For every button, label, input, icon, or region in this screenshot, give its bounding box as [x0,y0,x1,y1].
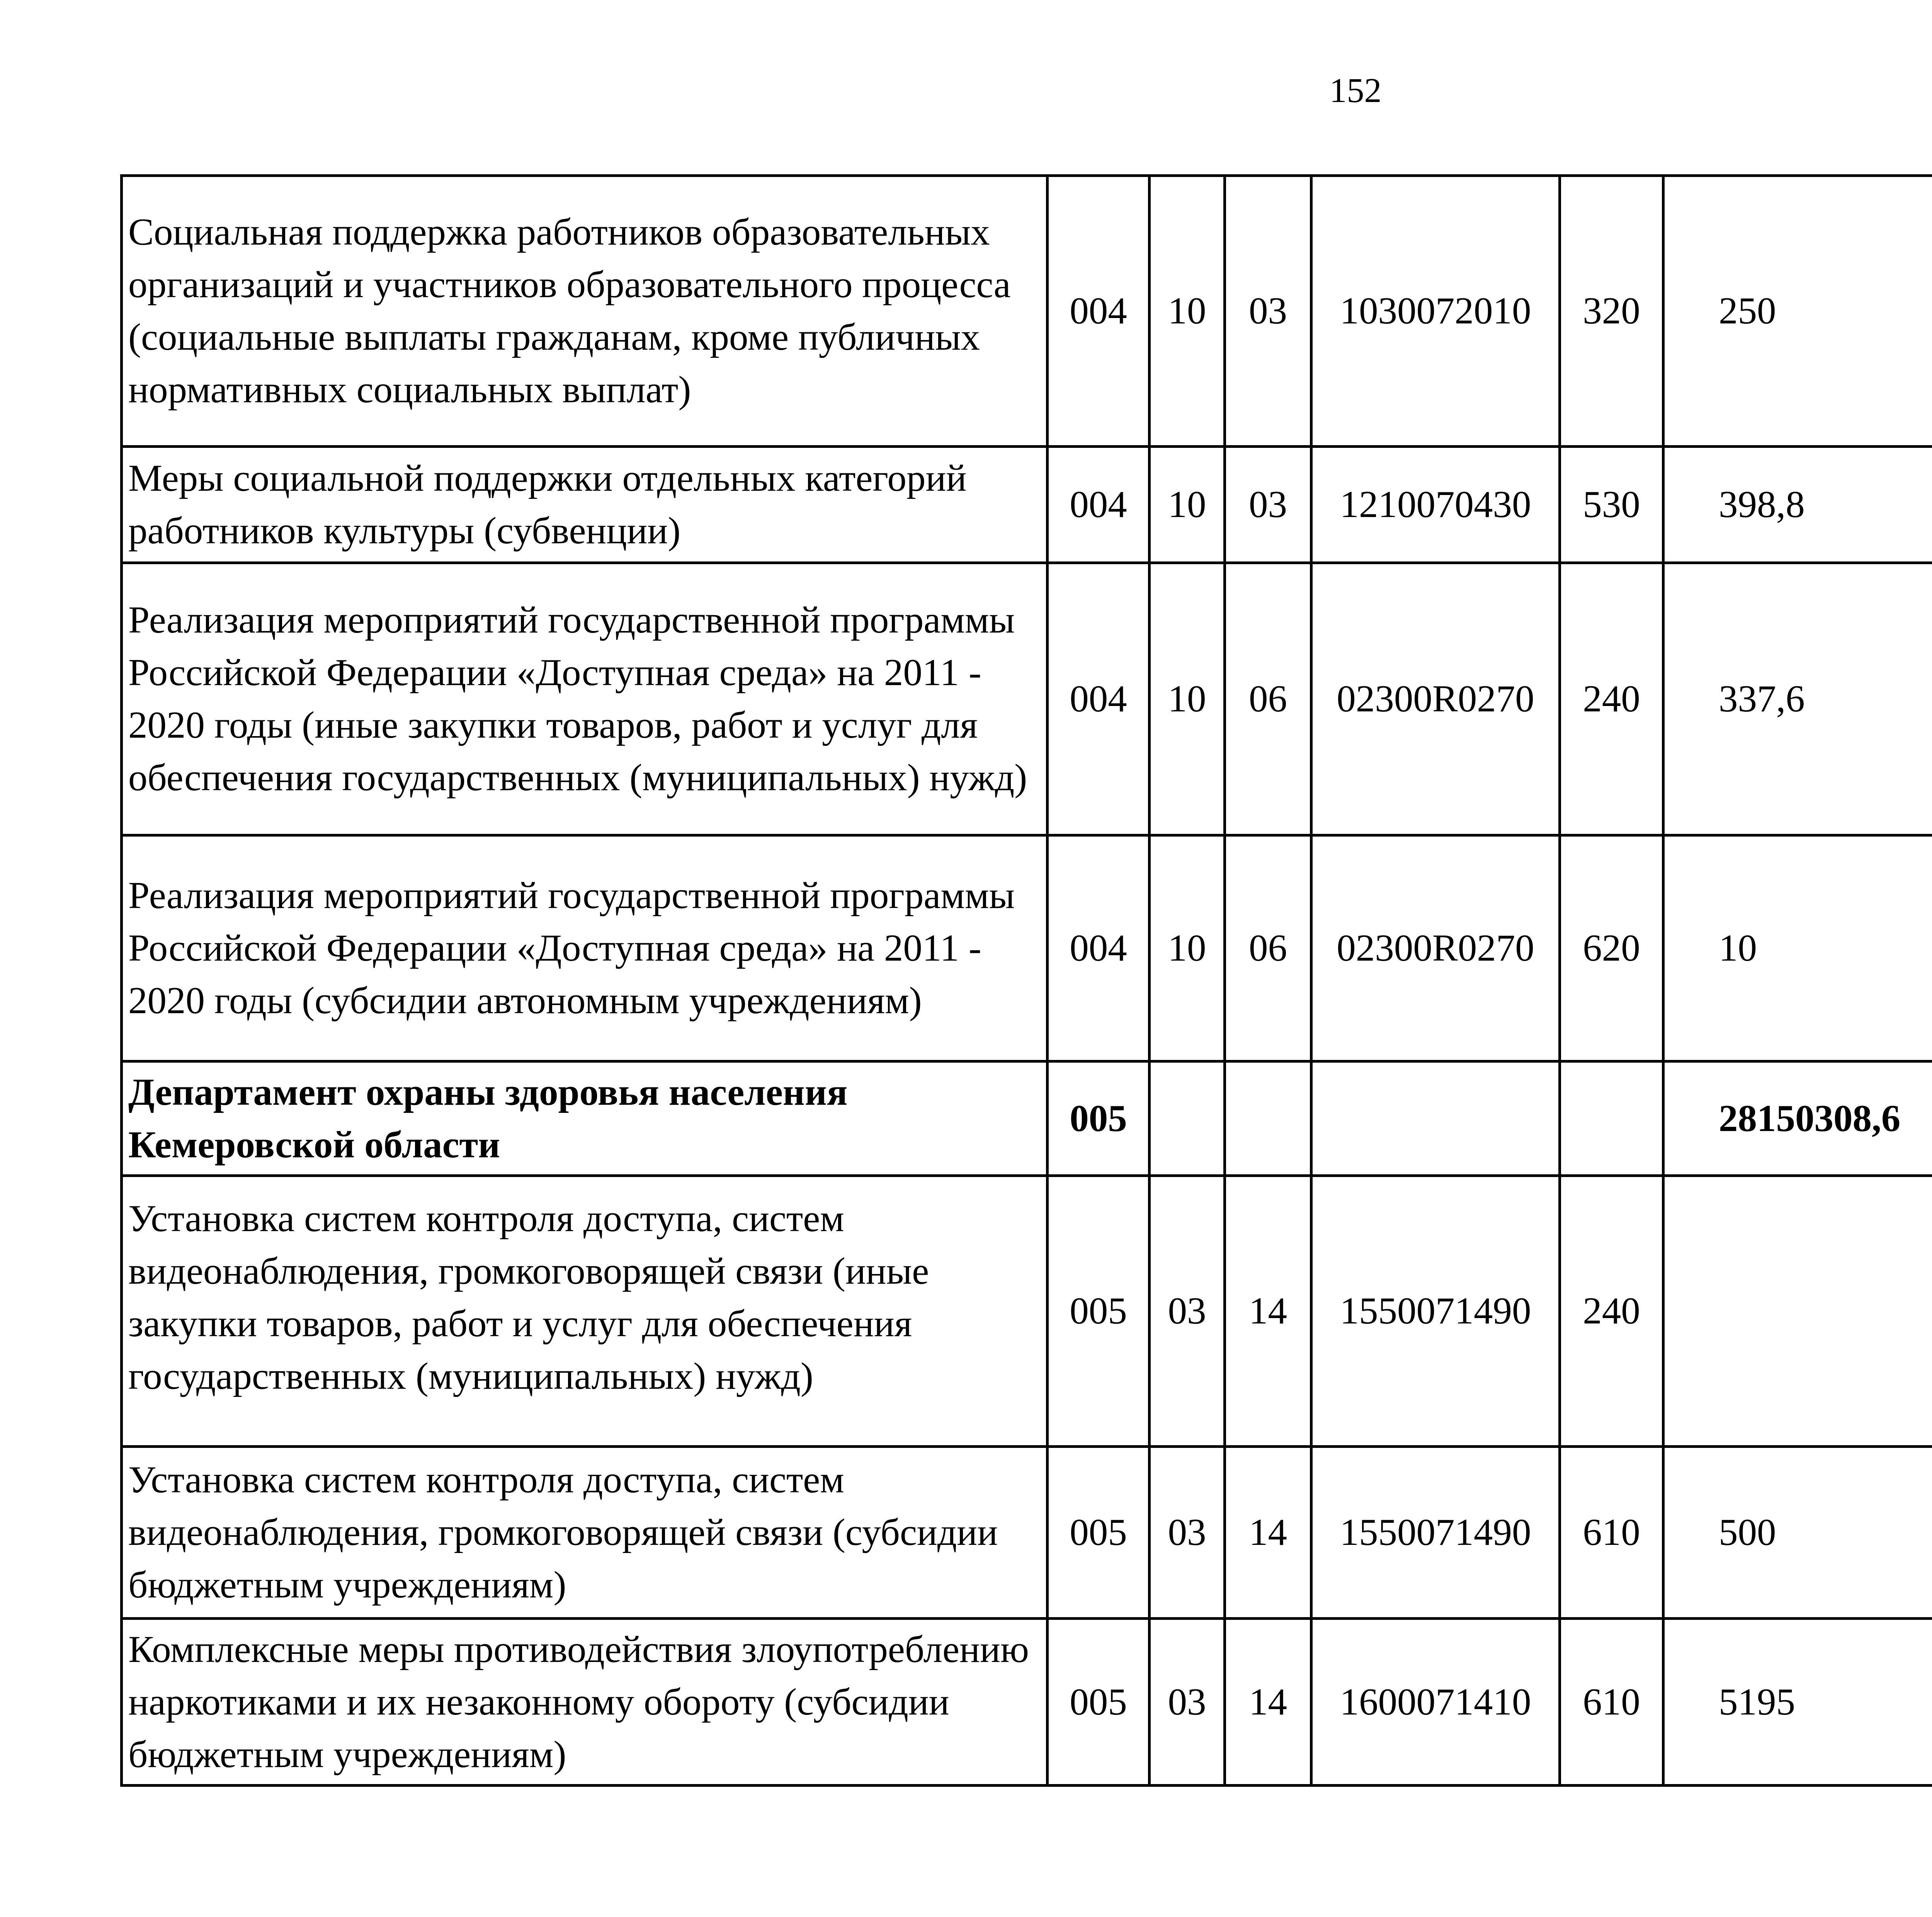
row-name: Департамент охраны здоровья населения Кемеровской области [122,1061,1048,1176]
row-target-code: 1600071410 [1311,1619,1560,1786]
row-expense-type: 320 [1560,176,1663,447]
table-row [122,835,1932,1061]
row-amount-1 [1663,1176,1932,1447]
row-name: Реализация мероприятий государственной программы Российской Федерации «Доступная среда» на 2011 - 2020 годы (иные закупки товаров, работ и услуг для обеспечения государственных (муниципальных) нужд) [122,563,1048,835]
row-subsection-code: 14 [1225,1176,1311,1447]
row-name: Социальная поддержка работников образовательных организаций и участников образовательного процесса (социальные выплаты гражданам, кроме публичных нормативных социальных выплат) [122,176,1048,447]
row-ministry-code: 004 [1048,563,1150,835]
row-ministry-code: 004 [1048,835,1150,1061]
row-amount-1: 10 [1663,835,1932,1061]
row-section-code: 03 [1150,1176,1225,1447]
row-section-code: 03 [1150,1447,1225,1619]
row-amount-1: 5195 [1663,1619,1932,1786]
row-expense-type: 610 [1560,1619,1663,1786]
row-target-code: 1210070430 [1311,447,1560,563]
row-ministry-code: 005 [1048,1619,1150,1786]
row-amount-1: 250 [1663,176,1932,447]
row-subsection-code: 14 [1225,1447,1311,1619]
row-name: Реализация мероприятий государственной программы Российской Федерации «Доступная среда» на 2011 - 2020 годы (субсидии автономным учреждениям) [122,835,1048,1061]
row-section-code: 10 [1150,447,1225,563]
table-row [122,1061,1932,1176]
table-row [122,563,1932,835]
row-section-code: 03 [1150,1619,1225,1786]
row-ministry-code: 005 [1048,1447,1150,1619]
row-ministry-code: 004 [1048,447,1150,563]
budget-table [120,174,1932,1787]
row-expense-type [1560,1061,1663,1176]
row-expense-type: 620 [1560,835,1663,1061]
row-target-code: 1550071490 [1311,1447,1560,1619]
row-ministry-code: 004 [1048,176,1150,447]
row-target-code: 02300R0270 [1311,563,1560,835]
row-ministry-code: 005 [1048,1061,1150,1176]
row-target-code: 1030072010 [1311,176,1560,447]
row-amount-1: 337,6 [1663,563,1932,835]
row-section-code: 10 [1150,176,1225,447]
row-name: Меры социальной поддержки отдельных категорий работников культуры (субвенции) [122,447,1048,563]
row-expense-type: 240 [1560,1176,1663,1447]
row-target-code: 1550071490 [1311,1176,1560,1447]
table-row [122,176,1932,447]
table-row [122,1619,1932,1786]
table-row [122,447,1932,563]
row-amount-1: 398,8 [1663,447,1932,563]
row-name: Установка систем контроля доступа, систем видеонаблюдения, громкоговорящей связи (субсидии бюджетным учреждениям) [122,1447,1048,1619]
row-target-code [1311,1061,1560,1176]
row-ministry-code: 005 [1048,1176,1150,1447]
row-name: Комплексные меры противодействия злоупотреблению наркотиками и их незаконному обороту (субсидии бюджетным учреждениям) [122,1619,1048,1786]
row-name: Установка систем контроля доступа, систем видеонаблюдения, громкоговорящей связи (иные закупки товаров, работ и услуг для обеспечения государственных (муниципальных) нужд) [122,1176,1048,1447]
row-subsection-code: 03 [1225,176,1311,447]
row-expense-type: 610 [1560,1447,1663,1619]
row-subsection-code: 06 [1225,835,1311,1061]
row-expense-type: 530 [1560,447,1663,563]
table-row [122,1176,1932,1447]
page-number: 152 [1329,71,1382,110]
row-expense-type: 240 [1560,563,1663,835]
row-target-code: 02300R0270 [1311,835,1560,1061]
table-row [122,1447,1932,1619]
row-subsection-code: 06 [1225,563,1311,835]
row-subsection-code: 14 [1225,1619,1311,1786]
row-subsection-code: 03 [1225,447,1311,563]
row-amount-1: 28150308,6 [1663,1061,1932,1176]
row-amount-1: 500 [1663,1447,1932,1619]
row-subsection-code [1225,1061,1311,1176]
row-section-code [1150,1061,1225,1176]
row-section-code: 10 [1150,835,1225,1061]
row-section-code: 10 [1150,563,1225,835]
